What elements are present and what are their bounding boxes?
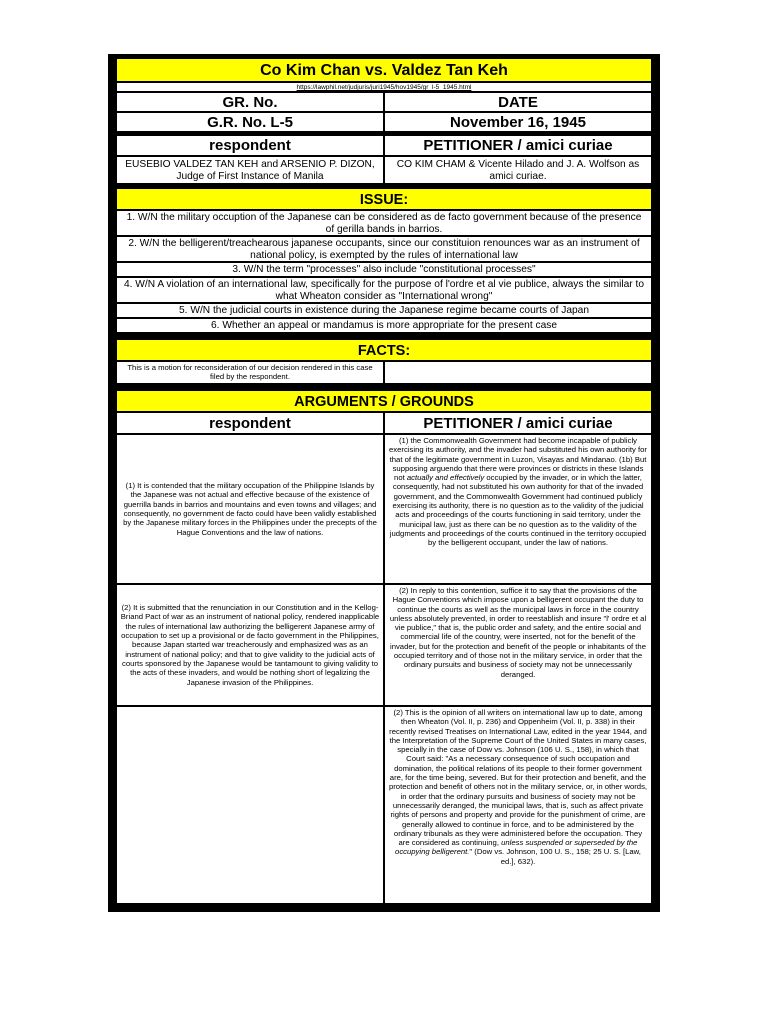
- argument-text: (1) It is contended that the military occupation of the Philippine Islands by the Japanese was not actual and effective because of the existence of guerrilla bands in barrios and mountains and even towns and villages; and consequently, no government de facto could have been validly established by the Japanese military forces in the Philippines under the precepts of the Hague Conventions and the law of nations.: [123, 481, 377, 537]
- argument-row-1: [116, 434, 652, 584]
- issue-item: 2. W/N the belligerent/treachearous japanese occupants, since our constituion renounces war as an instrument of national policy, is exempted by the rules of international law: [116, 236, 652, 262]
- source-url-link[interactable]: https://lawphil.net/judjuris/juri1945/hov1945/gr_l-5_1945.html: [116, 82, 652, 92]
- arguments-header-row: [116, 412, 652, 434]
- issue-item: 6. Whether an appeal or mandamus is more appropriate for the present case: [116, 318, 652, 333]
- case-title: Co Kim Chan vs. Valdez Tan Keh: [116, 58, 652, 82]
- issue-item: 3. W/N the term "processes" also include "constitutional processes": [116, 262, 652, 277]
- argument-emphasis: unless suspended or superseded by the occupying belligerent.: [395, 838, 638, 857]
- argument-respondent-2: [116, 584, 384, 706]
- case-digest-sheet: [116, 58, 652, 904]
- facts-row: [116, 361, 652, 384]
- arguments-respondent-label: respondent: [116, 412, 384, 434]
- facts-heading: FACTS:: [116, 339, 652, 361]
- argument-petitioner-1: [384, 434, 652, 584]
- respondent-label: respondent: [116, 135, 384, 156]
- gr-number-label: GR. No.: [116, 92, 384, 112]
- argument-petitioner-2: [384, 584, 652, 706]
- facts-right-cell: [384, 361, 652, 384]
- issue-item: 4. W/N A violation of an international law, specifically for the purpose of l'ordre et al vie publice, always the similar to what Wheaton consider as "International wrong": [116, 277, 652, 303]
- argument-text: (2) It is submitted that the renunciation in our Constitution and in the Kellog-Briand Pact of war as an instrument of national policy, rendered inapplicable the rules of international law authorizing the belligerent Japanese army of occupation to set up a provisional or de facto government in the Philippines, because Japan started war treacherously and emphasized was as an instrument of national policy; and that to give validity to the judicial acts of courts sponsored by the Japanese would be tantamount to giving validity to the acts of these invaders, and would be nothing short of legalizing the Japanese invasion of the Philippines.: [120, 603, 380, 687]
- argument-row-2: [116, 584, 652, 706]
- argument-text: " (Dow vs. Johnson, 100 U. S., 158; 25 U. S. [Law, ed.], 632).: [469, 847, 641, 866]
- issue-item: 5. W/N the judicial courts in existence during the Japanese regime became courts of Japan: [116, 303, 652, 318]
- argument-emphasis: actually and effectively: [406, 473, 485, 483]
- argument-text: But supposing arguendo that there were provinces or districts in these Islands not: [392, 454, 647, 483]
- date-label: DATE: [384, 92, 652, 112]
- argument-row-3: [116, 706, 652, 904]
- facts-text: This is a motion for reconsideration of our decision rendered in this case filed by the respondent.: [116, 361, 384, 384]
- argument-respondent-3: [116, 706, 384, 904]
- argument-respondent-1: [116, 434, 384, 584]
- issue-heading: ISSUE:: [116, 188, 652, 210]
- argument-text: occupied by the invader, or in which the latter, consequently, had not substituted his own authority for that of the invaded government, and the Commonwealth Government had continued publicly exercising its authority, there is no question as to the validity of the judicial acts and proceedings of the courts functioning in said territory, under the municipal law, just as there can be no question as to the validity of the judgments and proceedings of the courts continued in the territory occupied by the belligerent occupant, under the law of nations.: [389, 473, 647, 548]
- argument-text: (2) In reply to this contention, suffice it to say that the provisions of the Hague Conventions which impose upon a belligerent occupant the duty to continue the courts as well as the municipal laws in force in the country unless absolutely prevented, in order to reestablish and insure "l' ordre et al vie publice," that is, the public order and safety, and the entire social and commercial life of the country, were inserted, not for the benefit of the invader, but for the protection and benefit of the people or inhabitants of the occupied territory and of those not in the military service, in order that the ordinary pursuits and business of society may not be unnecessarily deranged.: [389, 586, 647, 679]
- gr-date-header-row: [116, 92, 652, 112]
- gr-date-value-row: [116, 112, 652, 132]
- argument-tag: (1b): [619, 454, 633, 464]
- respondent-names: EUSEBIO VALDEZ TAN KEH and ARSENIO P. DIZON, Judge of First Instance of Manila: [116, 156, 384, 184]
- parties-header-row: [116, 135, 652, 156]
- argument-text: (2) This is the opinion of all writers on international law up to date, among then Wheaton (Vol. II, p. 236) and Oppenheim (Vol. II, p. 338) in their recently revised Treatises on International Law, edited in the year 1944, and the Interpretation of the Supreme Court of the United States in many cases, specially in the case of Dow vs. Johnson (106 U. S., 158), in which that Court said: "As a necessary consequence of such occupation and domination, the political relations of its people to their former government are, for the time being, severed. But for their protection and benefit, and the protection and benefit of others not in the military service, or, in other words, in order that the ordinary pursuits and business of society may not be unnecessarily deranged, the municipal laws, that is, such as affect private rights of persons and property and provide for the punishment of crime, are generally allowed to continue in force, and to be administered by the ordinary tribunals as they were administered before the occupation. They are considered as continuing,: [388, 708, 648, 848]
- gr-number-value: G.R. No. L-5: [116, 112, 384, 132]
- petitioner-names: CO KIM CHAM & Vicente Hilado and J. A. Wolfson as amici curiae.: [384, 156, 652, 184]
- petitioner-label: PETITIONER / amici curiae: [384, 135, 652, 156]
- argument-text: (1) the Commonwealth Government had become incapable of publicly exercising its authority, and the invader had substituted his own authority for that of the legitimate government in Luzon, Visayas and Mindanao.: [389, 436, 647, 464]
- argument-petitioner-3: [384, 706, 652, 904]
- date-value: November 16, 1945: [384, 112, 652, 132]
- arguments-heading: ARGUMENTS / GROUNDS: [116, 390, 652, 412]
- arguments-petitioner-label: PETITIONER / amici curiae: [384, 412, 652, 434]
- parties-value-row: [116, 156, 652, 184]
- issue-item: 1. W/N the military occuption of the Japanese can be considered as de facto government because of the presence of gerilla bands in barrios.: [116, 210, 652, 236]
